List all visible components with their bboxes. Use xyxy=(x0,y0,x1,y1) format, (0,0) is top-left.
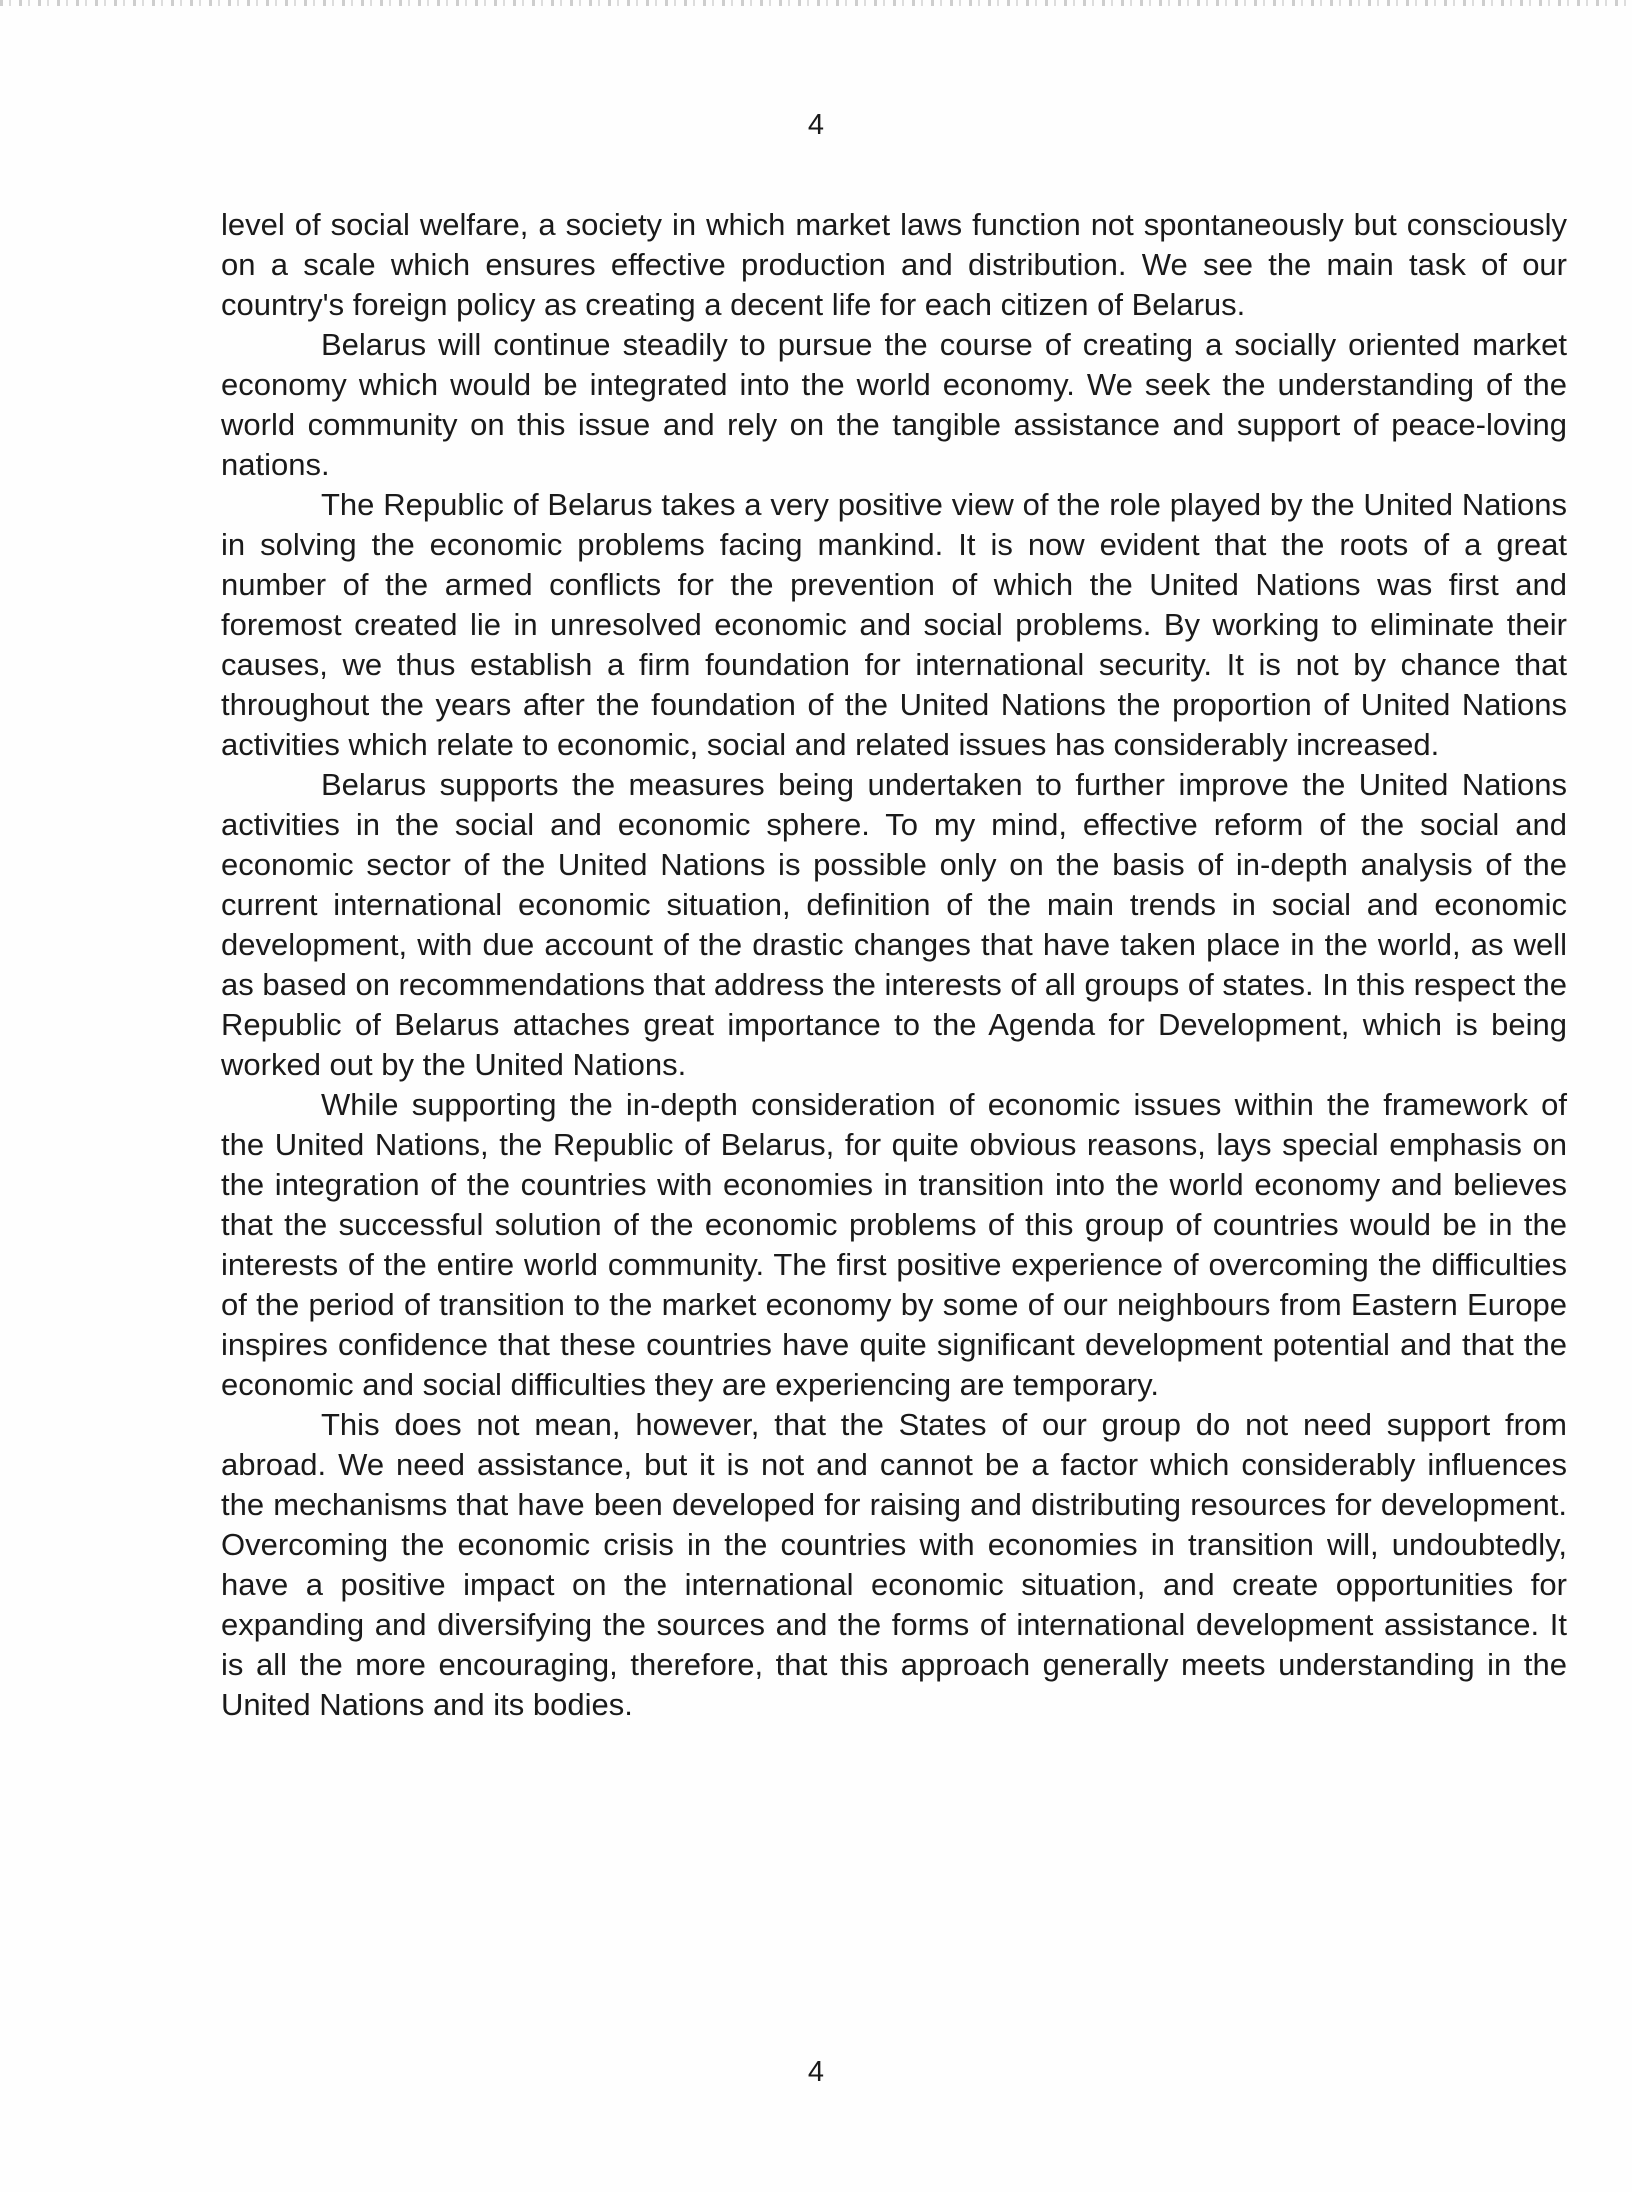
page-number-top: 4 xyxy=(807,109,825,141)
paragraph-role-of-united-nations: The Republic of Belarus takes a very positive view of the role played by the United Nations in solving the economic problems facing mankind. It is now evident that the roots of a great number of the armed conflicts for the prevention of which the United Nations was first and foremost created lie in unresolved economic and social problems. By working to eliminate their causes, we thus establish a firm foundation for international security. It is not by chance that throughout the years after the foundation of the United Nations the proportion of United Nations activities which relate to economic, social and related issues has considerably increased. xyxy=(221,487,1567,762)
paragraph-economies-in-transition: While supporting the in-depth consideration of economic issues within the framework of the United Nations, the Republic of Belarus, for quite obvious reasons, lays special emphasis on the integration of the countries with economies in transition into the world economy and believes that the successful solution of the economic problems of this group of countries would be in the interests of the entire world community. The first positive experience of overcoming the difficulties of the period of transition to the market economy by some of our neighbours from Eastern Europe inspires confidence that these countries have quite significant development potential and that the economic and social difficulties they are experiencing are temporary. xyxy=(221,1087,1567,1402)
paragraph-reform-measures: Belarus supports the measures being undertaken to further improve the United Nations activities in the social and economic sphere. To my mind, effective reform of the social and economic sector of the United Nations is possible only on the basis of in-depth analysis of the current international economic situation, definition of the main trends in social and economic development, with due account of the drastic changes that have taken place in the world, as well as based on recommendations that address the interests of all groups of states. In this respect the Republic of Belarus attaches great importance to the Agenda for Development, which is being worked out by the United Nations. xyxy=(221,767,1567,1082)
paragraph-continuation: level of social welfare, a society in which market laws function not spontaneously but consciously on a scale which ensures effective production and distribution. We see the main task of our country's foreign policy as creating a decent life for each citizen of Belarus. xyxy=(221,207,1567,322)
scan-edge-artifact xyxy=(0,0,1632,6)
paragraph-market-economy: Belarus will continue steadily to pursue the course of creating a socially oriented market economy which would be integrated into the world economy. We seek the understanding of the world community on this issue and rely on the tangible assistance and support of peace-loving nations. xyxy=(221,327,1567,482)
body-text xyxy=(221,205,1567,1725)
page-number-bottom: 4 xyxy=(807,2056,825,2088)
paragraph-assistance: This does not mean, however, that the States of our group do not need support from abroad. We need assistance, but it is not and cannot be a factor which considerably influences the mechanisms that have been developed for raising and distributing resources for development. Overcoming the economic crisis in the countries with economies in transition will, undoubtedly, have a positive impact on the international economic situation, and create opportunities for expanding and diversifying the sources and the forms of international development assistance. It is all the more encouraging, therefore, that this approach generally meets understanding in the United Nations and its bodies. xyxy=(221,1407,1567,1722)
